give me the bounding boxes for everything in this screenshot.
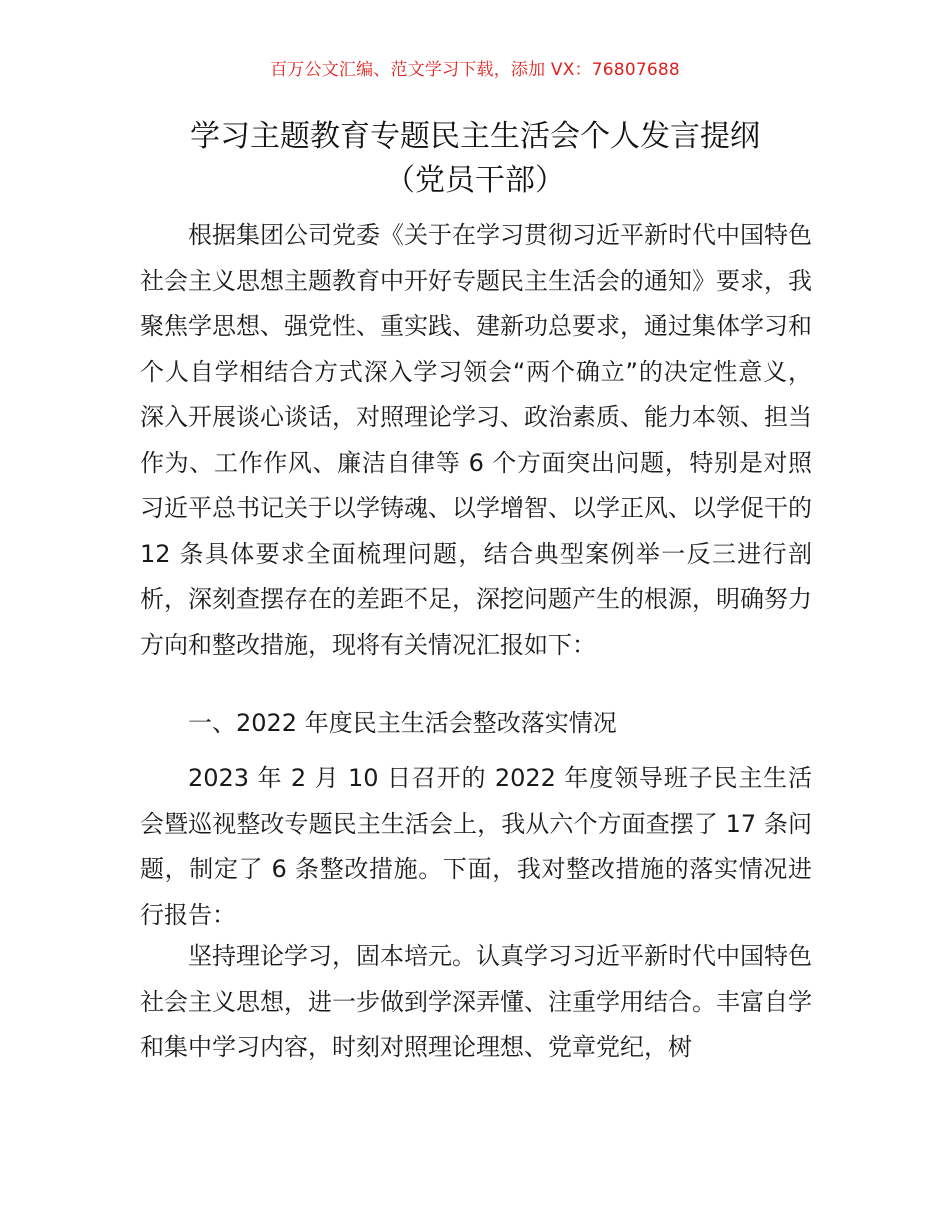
theory-study-paragraph xyxy=(140,934,812,1071)
document-title: 学习主题教育专题民主生活会个人发言提纲 xyxy=(190,119,760,154)
intro-paragraph xyxy=(140,213,812,668)
paragraph-text: 2023 年 2 月 10 日召开的 2022 年度领导班子民主生活会暨巡视整改专题民主生活会上，我从六个方面查摆了 17 条问题，制定了 6 条整改措施。下面，我对整改措施的落实情况进行报告： xyxy=(140,764,812,929)
section-heading xyxy=(140,701,812,747)
promo-header: 百万公文汇编、范文学习下载，添加 VX：76807688 xyxy=(270,60,680,80)
section-heading-text: 一、2022 年度民主生活会整改落实情况 xyxy=(188,709,617,737)
document-subtitle: （党员干部） xyxy=(385,163,565,198)
paragraph-text: 坚持理论学习，固本培元。认真学习习近平新时代中国特色社会主义思想，进一步做到学深弄懂、注重学用结合。丰富自学和集中学习内容，时刻对照理论理想、党章党纪，树 xyxy=(140,942,812,1061)
paragraph-text: 根据集团公司党委《关于在学习贯彻习近平新时代中国特色社会主义思想主题教育中开好专题民主生活会的通知》要求，我聚焦学思想、强党性、重实践、建新功总要求，通过集体学习和个人自学相结合方式深入学习领会“两个确立”的决定性意义，深入开展谈心谈话，对照理论学习、政治素质、能力本领、担当作为、工作作风、廉洁自律等 6 个方面突出问题，特别是对照习近平总书记关于以学铸魂、以学增智、以学正风、以学促干的 12 条具体要求全面梳理问题，结合典型案例举一反三进行剖析，深刻查摆存在的差距不足，深挖问题产生的根源，明确努力方向和整改措施，现将有关情况汇报如下： xyxy=(140,221,812,659)
rectification-paragraph xyxy=(140,756,812,938)
